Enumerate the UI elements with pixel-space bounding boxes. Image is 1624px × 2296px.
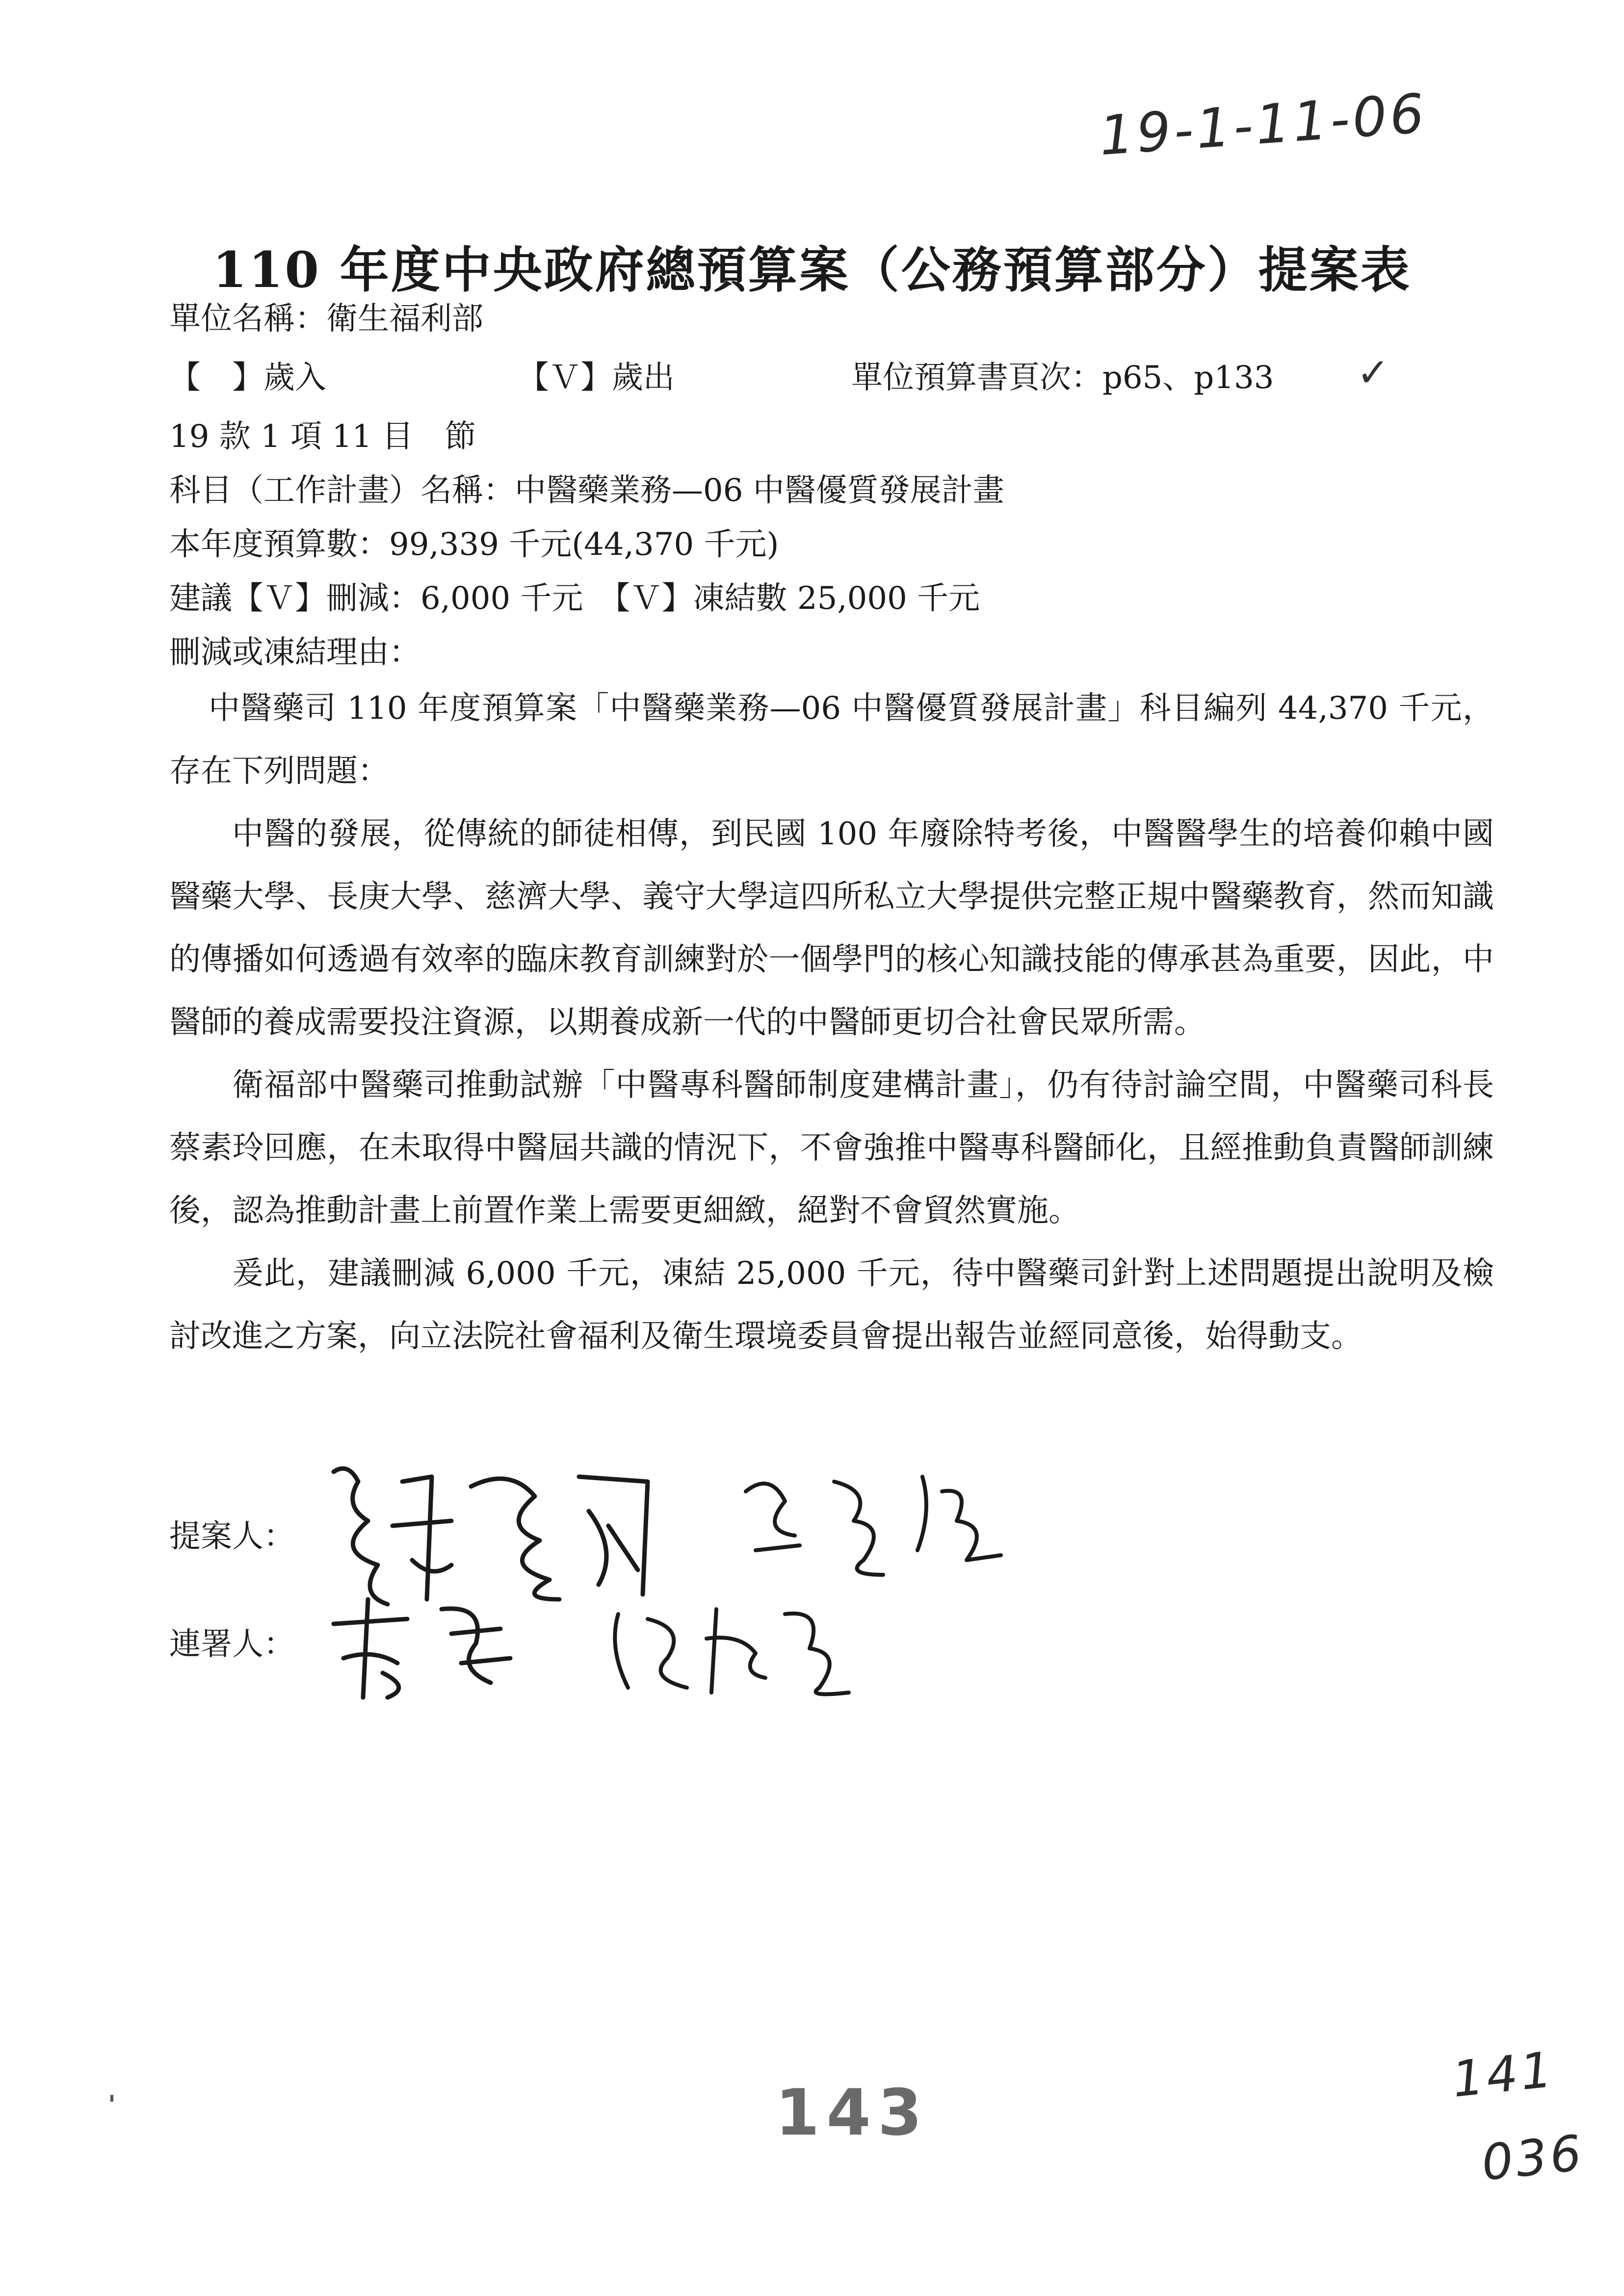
page-number: 143 xyxy=(775,2075,929,2150)
handwritten-note-bottom: 036 xyxy=(1479,2124,1587,2192)
signature-stroke xyxy=(393,1477,451,1599)
unit-label: 單位名稱： xyxy=(169,301,326,337)
unit-line xyxy=(169,299,483,339)
paragraph-intro: 中醫藥司 110 年度預算案「中醫藥業務—06 中醫優質發展計畫」科目編列 44,370 千元，存在下列問題： xyxy=(169,690,1494,789)
signature-stroke xyxy=(334,1468,388,1604)
signature-stroke xyxy=(442,1609,510,1683)
signature-stroke xyxy=(834,1482,883,1575)
proposal-line: 建議【Ｖ】刪減：6,000 千元 【Ｖ】凍結數 25,000 千元 xyxy=(169,580,980,617)
cosigner-label: 連署人： xyxy=(169,1626,295,1663)
signature-stroke xyxy=(471,1479,559,1599)
budget-amount-line: 本年度預算數：99,339 千元(44,370 千元) xyxy=(169,526,779,563)
signature-stroke xyxy=(917,1477,1001,1560)
page-title: 110 年度中央政府總預算案（公務預算部分）提案表 xyxy=(212,241,1412,299)
income-option: 【 】歲入 xyxy=(169,360,326,396)
reason-heading: 刪減或凍結理由： xyxy=(169,634,420,671)
expense-option: 【Ｖ】歲出 xyxy=(518,360,675,396)
proposer-label: 提案人： xyxy=(169,1518,295,1555)
signature-stroke xyxy=(707,1609,765,1693)
budget-type-line xyxy=(169,350,1396,397)
signature-stroke xyxy=(579,1477,648,1594)
cosigner-signatures xyxy=(314,1590,932,1702)
signature-stroke xyxy=(746,1484,800,1550)
signature-stroke xyxy=(334,1599,407,1697)
handwritten-note-top: 141 xyxy=(1449,2040,1558,2109)
signature-stroke xyxy=(615,1614,687,1688)
subject-line: 科目（工作計畫）名稱：中醫藥業務—06 中醫優質發展計畫 xyxy=(169,472,1004,509)
handwritten-file-number: 19-1-11-06 xyxy=(1097,81,1429,168)
paragraph-development: 中醫的發展，從傳統的師徒相傳，到民國 100 年廢除特考後，中醫醫學生的培養仰賴中國醫藥大學、長庚大學、慈濟大學、義守大學這四所私立大學提供完整正規中醫藥教育，然而知識的傳播如何透過有效率的臨床教育訓練對於一個學門的核心知識技能的傳承甚為重要，因此，中醫師的養成需要投注資源，以期養成新一代的中醫師更切合社會民眾所需。 xyxy=(169,816,1494,1041)
page-reference: 單位預算書頁次：p65、p133 xyxy=(851,360,1274,396)
unit-value: 衛生福利部 xyxy=(326,301,483,337)
signature-stroke xyxy=(785,1614,849,1694)
scan-speck xyxy=(110,2095,113,2102)
check-mark-icon: ✓ xyxy=(1357,350,1390,395)
paragraph-specialist: 衛福部中醫藥司推動試辦「中醫專科醫師制度建構計畫」，仍有待討論空間，中醫藥司科長蔡素玲回應，在未取得中醫屆共識的情況下，不會強推中醫專科醫師化，且經推動負責醫師訓練後，認為推動計畫上前置作業上需要更細緻，絕對不會貿然實施。 xyxy=(169,1067,1494,1229)
paragraph-conclusion: 爰此，建議刪減 6,000 千元，凍結 25,000 千元，待中醫藥司針對上述問題提出說明及檢討改進之方案，向立法院社會福利及衛生環境委員會提出報告並經同意後，始得動支。 xyxy=(169,1255,1494,1355)
reason-body xyxy=(169,677,1494,1368)
section-line: 19 款 1 項 11 目 節 xyxy=(169,418,476,455)
